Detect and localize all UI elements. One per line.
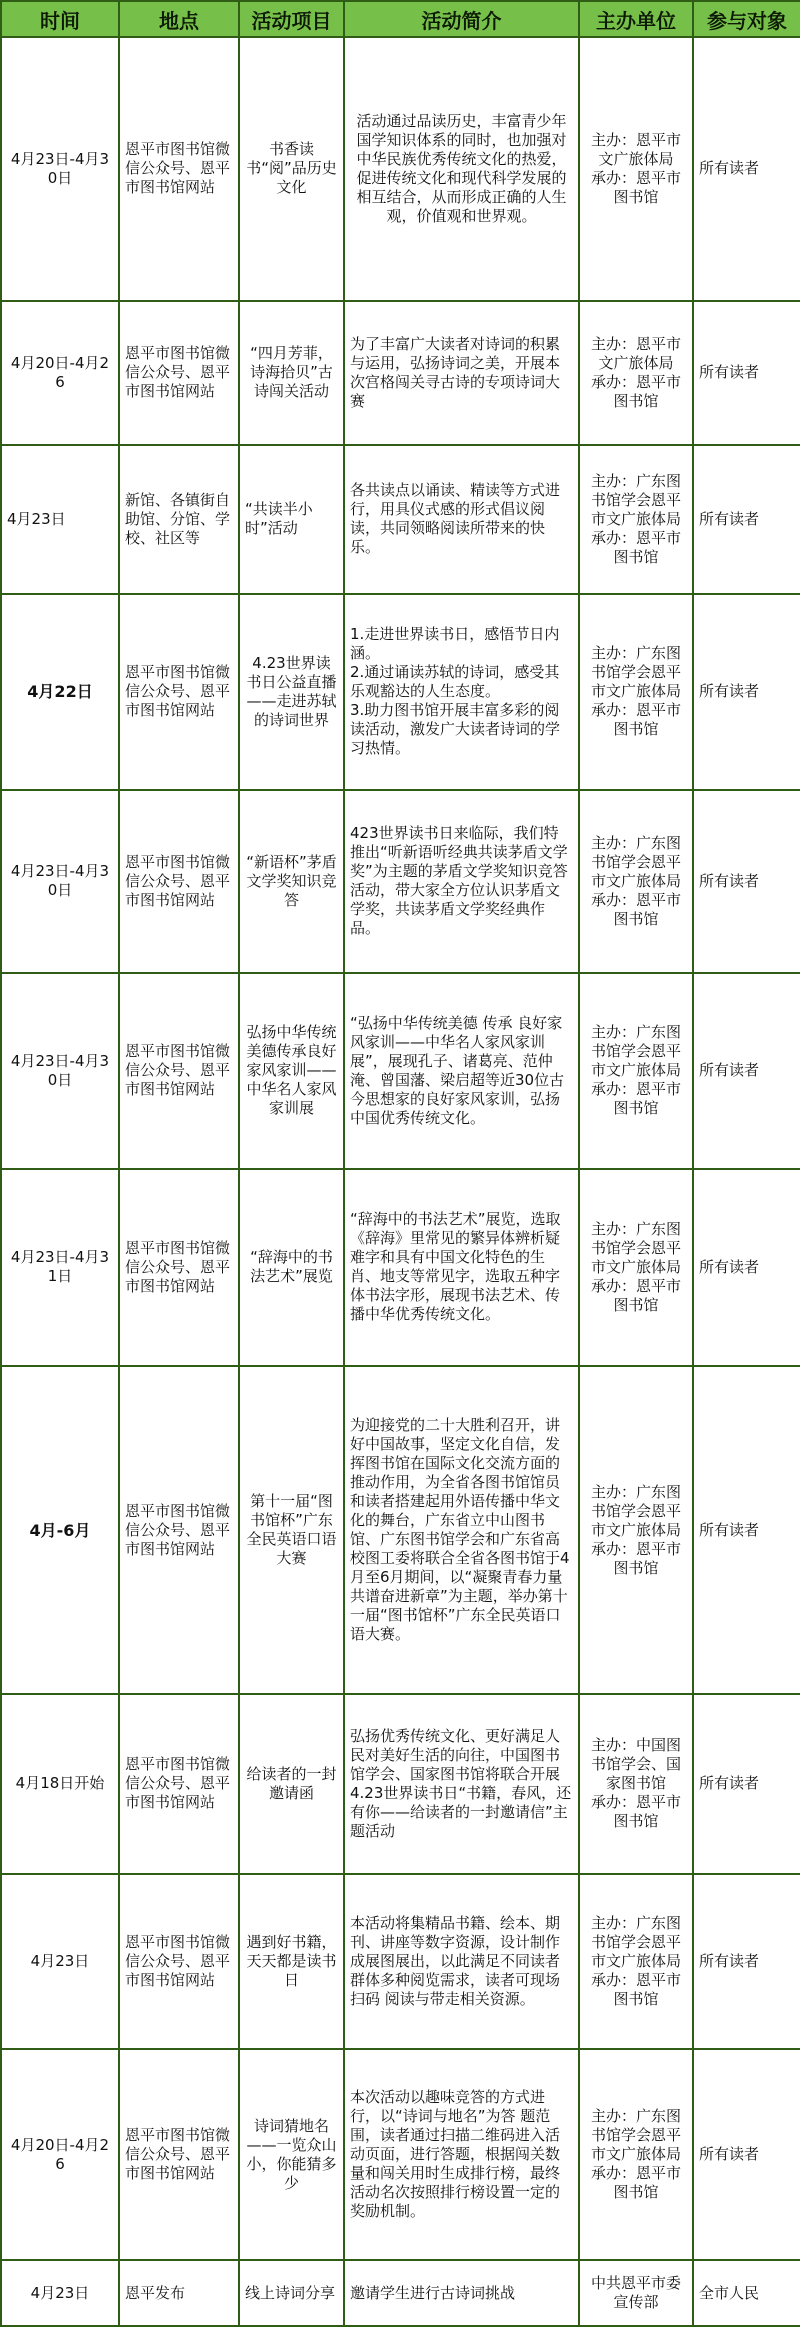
cell-organizer [579, 790, 693, 973]
cell-description: “弘扬中华传统美德 传承 良好家风家训——中华名人家风家训展”，展现孔子、诸葛亮、范仲淹、曾国藩、梁启超等近30位古今思想家的良好家风家训，弘扬中国优秀传统文化。 [344, 973, 579, 1169]
organizer-executor: 承办：恩平市图书馆 [590, 528, 681, 566]
organizer-host: 主办：广东图书馆学会恩平市文广旅体局 [590, 833, 681, 890]
cell-time: 4月-6月 [1, 1366, 119, 1693]
cell-place: 恩平市图书馆微信公众号、恩平市图书馆网站 [119, 301, 239, 445]
cell-place: 恩平市图书馆微信公众号、恩平市图书馆网站 [119, 1366, 239, 1693]
organizer-host: 主办：广东图书馆学会恩平市文广旅体局 [590, 1482, 681, 1539]
organizer-executor: 承办：恩平市图书馆 [590, 1276, 681, 1314]
cell-item: “辞海中的书法艺术”展览 [239, 1169, 344, 1367]
cell-item: “四月芳菲，诗海拾贝”古诗闯关活动 [239, 301, 344, 445]
organizer-executor: 承办：恩平市图书馆 [590, 1970, 681, 2008]
header-audience: 参与对象 [693, 1, 800, 37]
cell-organizer [579, 301, 693, 445]
table-row [1, 1169, 800, 1367]
cell-time: 4月18日开始 [1, 1694, 119, 1874]
cell-time: 4月23日 [1, 1874, 119, 2049]
cell-place: 恩平市图书馆微信公众号、恩平市图书馆网站 [119, 37, 239, 301]
cell-audience: 所有读者 [693, 37, 800, 301]
cell-description: “辞海中的书法艺术”展览，选取《辞海》里常见的繁异体辨析疑难字和具有中国文化特色的生肖、地支等常见字，选取五种字体书法字形，展现书法艺术、传播中华优秀传统文化。 [344, 1169, 579, 1367]
cell-time: 4月23日 [1, 2260, 119, 2326]
organizer-host: 主办：广东图书馆学会恩平市文广旅体局 [590, 2107, 681, 2163]
organizer-executor: 承办：恩平市图书馆 [590, 701, 681, 739]
description-point-2: 2.通过诵读苏轼的诗词，感受其乐观豁达的人生态度。 [350, 663, 560, 701]
cell-item: “新语杯”茅盾文学奖知识竞答 [239, 790, 344, 973]
description-point-1: 1.走进世界读书日，感悟节日内涵。 [350, 625, 560, 663]
cell-organizer [579, 973, 693, 1169]
cell-item: 遇到好书籍，天天都是读书日 [239, 1874, 344, 2049]
cell-place: 恩平市图书馆微信公众号、恩平市图书馆网站 [119, 1694, 239, 1874]
organizer-host: 主办：广东图书馆学会恩平市文广旅体局 [590, 1219, 681, 1276]
cell-description: 邀请学生进行古诗词挑战 [344, 2260, 579, 2326]
cell-time: 4月20日-4月26 [1, 301, 119, 445]
organizer-executor: 承办：恩平市图书馆 [590, 2164, 681, 2201]
table-row [1, 973, 800, 1169]
cell-time: 4月23日-4月30日 [1, 973, 119, 1169]
cell-organizer [579, 37, 693, 301]
cell-audience: 所有读者 [693, 1366, 800, 1693]
cell-organizer [579, 594, 693, 790]
organizer-host: 主办：广东图书馆学会恩平市文广旅体局 [590, 1023, 681, 1080]
cell-audience: 所有读者 [693, 1169, 800, 1367]
organizer-host: 主办：广东图书馆学会恩平市文广旅体局 [590, 644, 681, 701]
description-point-3: 3.助力图书馆开展丰富多彩的阅读活动，激发广大读者诗词的学习热情。 [350, 701, 561, 758]
organizer-host: 主办：恩平市文广旅体局 [590, 334, 681, 372]
cell-place: 恩平市图书馆微信公众号、恩平市图书馆网站 [119, 1874, 239, 2049]
table-row [1, 2049, 800, 2260]
table-row [1, 594, 800, 790]
cell-audience: 所有读者 [693, 1694, 800, 1874]
table-row [1, 2260, 800, 2326]
organizer-host: 主办：恩平市文广旅体局 [590, 130, 681, 168]
organizer-executor: 承办：恩平市图书馆 [590, 1539, 681, 1577]
cell-organizer [579, 445, 693, 594]
table-row [1, 37, 800, 301]
cell-audience: 所有读者 [693, 594, 800, 790]
cell-time: 4月23日-4月31日 [1, 1169, 119, 1367]
header-description: 活动简介 [344, 1, 579, 37]
cell-description: 为迎接党的二十大胜利召开，讲好中国故事，坚定文化自信，发挥图书馆在国际文化交流方面的推动作用，为全省各图书馆馆员和读者搭建起用外语传播中华文化的舞台，广东省立中山图书馆、广东图书馆学会和广东省高校图工委将联合全省各图书馆于4月至6月期间，以“凝聚青春力量 共谱奋进新章”为主题，举办第十一届“图书馆杯”广东全民英语口语大赛。 [344, 1366, 579, 1693]
cell-description: 423世界读书日来临际，我们特推出“听新语听经典共读茅盾文学奖”为主题的茅盾文学奖知识竞答活动，带大家全方位认识茅盾文学奖，共读茅盾文学奖经典作品。 [344, 790, 579, 973]
organizer-executor: 承办：恩平市图书馆 [590, 1080, 681, 1118]
cell-item: 弘扬中华传统美德传承良好家风家训——中华名人家风家训展 [239, 973, 344, 1169]
cell-time: 4月22日 [1, 594, 119, 790]
organizer-executor: 承办：恩平市图书馆 [590, 890, 681, 928]
cell-place: 恩平市图书馆微信公众号、恩平市图书馆网站 [119, 1169, 239, 1367]
table-row [1, 1874, 800, 2049]
cell-place: 恩平市图书馆微信公众号、恩平市图书馆网站 [119, 973, 239, 1169]
cell-description: 各共读点以诵读、精读等方式进行，用具仪式感的形式倡议阅读，共同领略阅读所带来的快乐。 [344, 445, 579, 594]
cell-item: “共读半小时”活动 [239, 445, 344, 594]
table-row [1, 1694, 800, 1874]
organizer-executor: 承办：恩平市图书馆 [590, 168, 681, 206]
cell-audience: 所有读者 [693, 1874, 800, 2049]
cell-audience: 所有读者 [693, 790, 800, 973]
cell-organizer [579, 1874, 693, 2049]
cell-description: 本活动将集精品书籍、绘本、期刊、讲座等数字资源，设计制作 成展图展出，以此满足不同读者群体多种阅览需求，读者可现场扫码 阅读与带走相关资源。 [344, 1874, 579, 2049]
cell-item: 第十一届“图书馆杯”广东全民英语口语大赛 [239, 1366, 344, 1693]
cell-audience: 所有读者 [693, 301, 800, 445]
cell-description: 为了丰富广大读者对诗词的积累与运用，弘扬诗词之美，开展本次宫格闯关寻古诗的专项诗词大赛 [344, 301, 579, 445]
header-place: 地点 [119, 1, 239, 37]
cell-place: 恩平市图书馆微信公众号、恩平市图书馆网站 [119, 2049, 239, 2260]
cell-time: 4月23日-4月30日 [1, 37, 119, 301]
header-item: 活动项目 [239, 1, 344, 37]
table-header-row [1, 1, 800, 37]
table-row [1, 1366, 800, 1693]
cell-description: 活动通过品读历史，丰富青少年国学知识体系的同时，也加强对中华民族优秀传统文化的热爱，促进传统文化和现代科学发展的相互结合，从而形成正确的人生观，价值观和世界观。 [344, 37, 579, 301]
cell-item: 线上诗词分享 [239, 2260, 344, 2326]
cell-description [344, 594, 579, 790]
cell-item: 4.23世界读书日公益直播——走进苏轼的诗词世界 [239, 594, 344, 790]
organizer-host: 主办：中国图书馆学会、国家图书馆 [590, 1736, 681, 1793]
cell-audience: 所有读者 [693, 445, 800, 594]
cell-place: 恩平市图书馆微信公众号、恩平市图书馆网站 [119, 790, 239, 973]
cell-place: 恩平市图书馆微信公众号、恩平市图书馆网站 [119, 594, 239, 790]
table-row [1, 445, 800, 594]
cell-organizer [579, 1366, 693, 1693]
organizer-executor: 承办：恩平市图书馆 [590, 1793, 681, 1831]
cell-organizer [579, 2049, 693, 2260]
organizer-executor: 承办：恩平市图书馆 [590, 372, 681, 410]
cell-organizer [579, 1694, 693, 1874]
cell-time: 4月20日-4月26 [1, 2049, 119, 2260]
header-organizer: 主办单位 [579, 1, 693, 37]
cell-place: 新馆、各镇街自助馆、分馆、学校、社区等 [119, 445, 239, 594]
organizer-host: 主办：广东图书馆学会恩平市文广旅体局 [590, 471, 681, 528]
cell-audience: 所有读者 [693, 973, 800, 1169]
cell-description: 本次活动以趣味竞答的方式进行，以“诗词与地名”为答 题范围，读者通过扫描二维码进入活动页面，进行答题，根据闯关数量和闯关用时生成排行榜，最终活动名次按照排行榜设置一定的 奖励机制。 [344, 2049, 579, 2260]
table-row [1, 790, 800, 973]
organizer-host: 主办：广东图书馆学会恩平市文广旅体局 [590, 1913, 681, 1970]
cell-organizer [579, 1169, 693, 1367]
cell-time: 4月23日-4月30日 [1, 790, 119, 973]
cell-item: 给读者的一封邀请函 [239, 1694, 344, 1874]
cell-item: 书香读书“阅”品历史文化 [239, 37, 344, 301]
cell-description: 弘扬优秀传统文化、更好满足人民对美好生活的向往，中国图书馆学会、国家图书馆将联合开展4.23世界读书日“书籍，春风，还有你——给读者的一封邀请信”主题活动 [344, 1694, 579, 1874]
cell-organizer: 中共恩平市委宣传部 [579, 2260, 693, 2326]
cell-place: 恩平发布 [119, 2260, 239, 2326]
header-time: 时间 [1, 1, 119, 37]
cell-audience: 全市人民 [693, 2260, 800, 2326]
cell-audience: 所有读者 [693, 2049, 800, 2260]
table-row [1, 301, 800, 445]
cell-item: 诗词猜地名——一览众山小，你能猜多少 [239, 2049, 344, 2260]
cell-time: 4月23日 [1, 445, 119, 594]
